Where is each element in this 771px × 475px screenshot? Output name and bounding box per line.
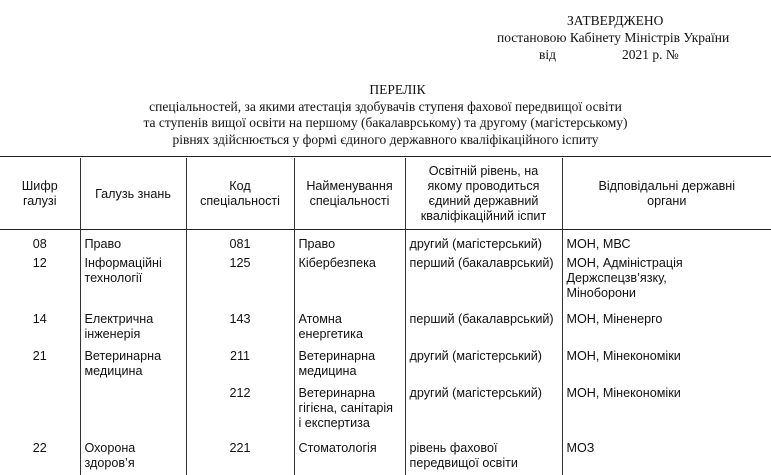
responsible-bodies-cell: МОН, Адміністрація Держспецзв’язку, Міноборони	[566, 256, 683, 300]
education-level-cell: другий (магістерський)	[405, 230, 562, 256]
header-education-level: Освітній рівень, на якому проводиться єдиний державний кваліфікаційний іспит	[405, 158, 562, 230]
field-name-cell: Ветеринарна медицина	[80, 349, 186, 386]
table-row	[0, 256, 771, 312]
field-code-cell: 12	[0, 256, 80, 312]
education-level-cell: другий (магістерський)	[405, 386, 562, 441]
specialty-name-cell: Право	[294, 230, 405, 256]
field-code-cell: 21	[0, 349, 80, 386]
field-code-cell: 08	[0, 230, 80, 256]
specialty-code-cell: 212	[186, 386, 294, 441]
table-row	[0, 230, 771, 256]
table-header-row	[0, 158, 771, 230]
header-field-name: Галузь знань	[80, 158, 186, 230]
table-row	[0, 349, 771, 386]
field-name-cell: Право	[80, 230, 186, 256]
approval-stamp	[480, 12, 750, 63]
education-level-cell: рівень фахової передвищої освіти	[405, 441, 562, 475]
responsible-bodies-cell: МОН, МВС	[566, 237, 631, 251]
approval-title: ЗАТВЕРДЖЕНО	[567, 13, 664, 28]
specialty-code-cell: 211	[186, 349, 294, 386]
heading-line: спеціальностей, за якими атестація здобувачів ступеня фахової передвищої освіти	[149, 98, 622, 114]
field-name-cell: Інформаційні технології	[80, 256, 186, 312]
approval-date: 2021 р. №	[622, 47, 679, 62]
responsible-bodies-cell: МОН, Мінекономіки	[566, 349, 681, 363]
specialty-code-cell: 143	[186, 312, 294, 349]
education-level-cell: перший (бакалаврський)	[405, 312, 562, 349]
document-title: ПЕРЕЛІК	[369, 82, 426, 97]
header-field-code: Шифр галузі	[0, 158, 80, 230]
heading-line: рівнях здійснюється у формі єдиного державного кваліфікаційного іспиту	[172, 131, 599, 147]
specialties-table	[0, 158, 771, 475]
table-row	[0, 386, 771, 441]
table-row	[0, 441, 771, 475]
specialty-name-cell: Ветеринарна гігієна, санітарія і експертиза	[294, 386, 405, 441]
heading-line: та ступенів вищої освіти на першому (бакалаврському) та другому (магістерському)	[143, 115, 628, 130]
responsible-bodies-cell: МОН, Міненерго	[566, 312, 663, 326]
header-specialty-code: Код спеціальності	[186, 158, 294, 230]
approval-issuer: постановою Кабінету Міністрів України	[497, 30, 730, 45]
specialty-name-cell: Ветеринарна медицина	[294, 349, 405, 386]
responsible-bodies-cell: МОН, Мінекономіки	[566, 386, 681, 400]
specialty-name-cell: Атомна енергетика	[294, 312, 405, 349]
field-code-cell: 22	[0, 441, 80, 475]
header-responsible-bodies: Відповідальні державні органи	[598, 179, 736, 208]
header-specialty-name: Найменування спеціальності	[294, 158, 405, 230]
document-heading	[0, 82, 771, 148]
table-row	[0, 312, 771, 349]
approval-date-line	[480, 46, 750, 63]
specialty-name-cell: Кібербезпека	[294, 256, 405, 312]
education-level-cell: перший (бакалаврський)	[405, 256, 562, 312]
specialty-code-cell: 081	[186, 230, 294, 256]
education-level-cell: другий (магістерський)	[405, 349, 562, 386]
specialty-code-cell: 125	[186, 256, 294, 312]
field-code-cell: 14	[0, 312, 80, 349]
approval-date-prefix: від	[539, 47, 556, 62]
field-name-cell	[80, 386, 186, 441]
table-top-rule	[0, 156, 771, 157]
field-code-cell	[0, 386, 80, 441]
field-name-cell: Охорона здоров’я	[80, 441, 186, 475]
specialty-code-cell: 221	[186, 441, 294, 475]
specialty-name-cell: Стоматологія	[294, 441, 405, 475]
field-name-cell: Електрична інженерія	[80, 312, 186, 349]
responsible-bodies-cell: МОЗ	[566, 441, 595, 455]
